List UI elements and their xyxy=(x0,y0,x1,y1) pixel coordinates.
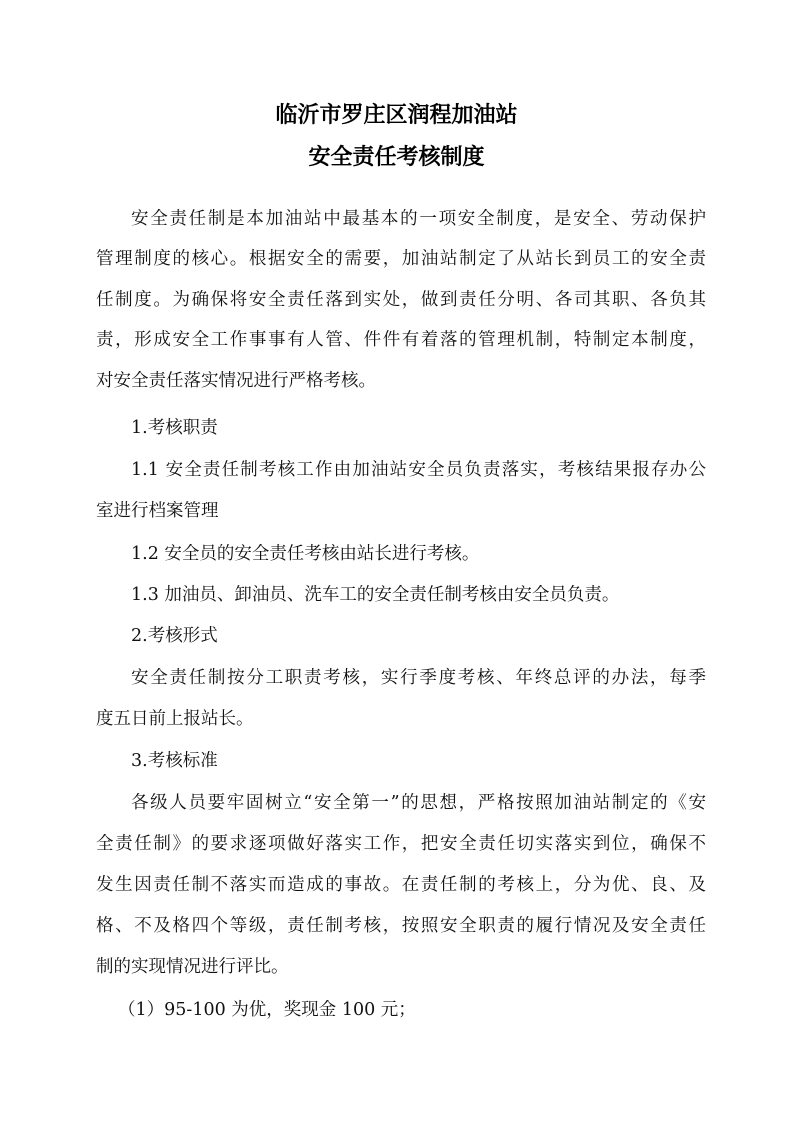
intro-line: 安全责任制是本加油站中最基本的一项安全制度，是安全、劳动保护 xyxy=(131,209,706,229)
section-heading-3: 3.考核标准 xyxy=(131,751,218,771)
item-1-1-cont: 室进行档案管理 xyxy=(96,501,219,521)
document-title: 临沂市罗庄区润程加油站 xyxy=(275,103,518,128)
section-heading-1: 1.考核职责 xyxy=(131,418,218,438)
intro-line: 责，形成安全工作事事有人管、件件有着落的管理机制，特制定本制度， xyxy=(96,330,706,350)
section-2-line: 度五日前上报站长。 xyxy=(96,709,254,729)
section-3-line: 全责任制》的要求逐项做好落实工作，把安全责任切实落实到位，确保不 xyxy=(96,834,706,854)
item-1-2: 1.2 安全员的安全责任考核由站长进行考核。 xyxy=(131,544,480,564)
intro-line: 任制度。为确保将安全责任落到实处，做到责任分明、各司其职、各负其 xyxy=(96,290,706,310)
section-3-line: 各级人员要牢固树立“安全第一”的思想，严格按照加油站制定的《安 xyxy=(131,793,706,813)
document-subtitle: 安全责任考核制度 xyxy=(308,145,485,170)
section-heading-2: 2.考核形式 xyxy=(131,626,218,646)
section-2-line: 安全责任制按分工职责考核，实行季度考核、年终总评的办法，每季 xyxy=(131,668,706,688)
item-1-1: 1.1 安全责任制考核工作由加油站安全员负责落实，考核结果报存办公 xyxy=(131,460,706,480)
item-1-3: 1.3 加油员、卸油员、洗车工的安全责任制考核由安全员负责。 xyxy=(131,585,620,605)
intro-line: 管理制度的核心。根据安全的需要，加油站制定了从站长到员工的安全责 xyxy=(96,249,706,269)
section-3-line: 制的实现情况进行评比。 xyxy=(96,957,289,977)
section-3-line: 格、不及格四个等级，责任制考核，按照安全职责的履行情况及安全责任 xyxy=(96,916,706,936)
grade-item: （1）95-100 为优，奖现金 100 元； xyxy=(118,1000,416,1020)
section-3-line: 发生因责任制不落实而造成的事故。在责任制的考核上，分为优、良、及 xyxy=(96,875,706,895)
intro-line: 对安全责任落实情况进行严格考核。 xyxy=(96,371,376,391)
